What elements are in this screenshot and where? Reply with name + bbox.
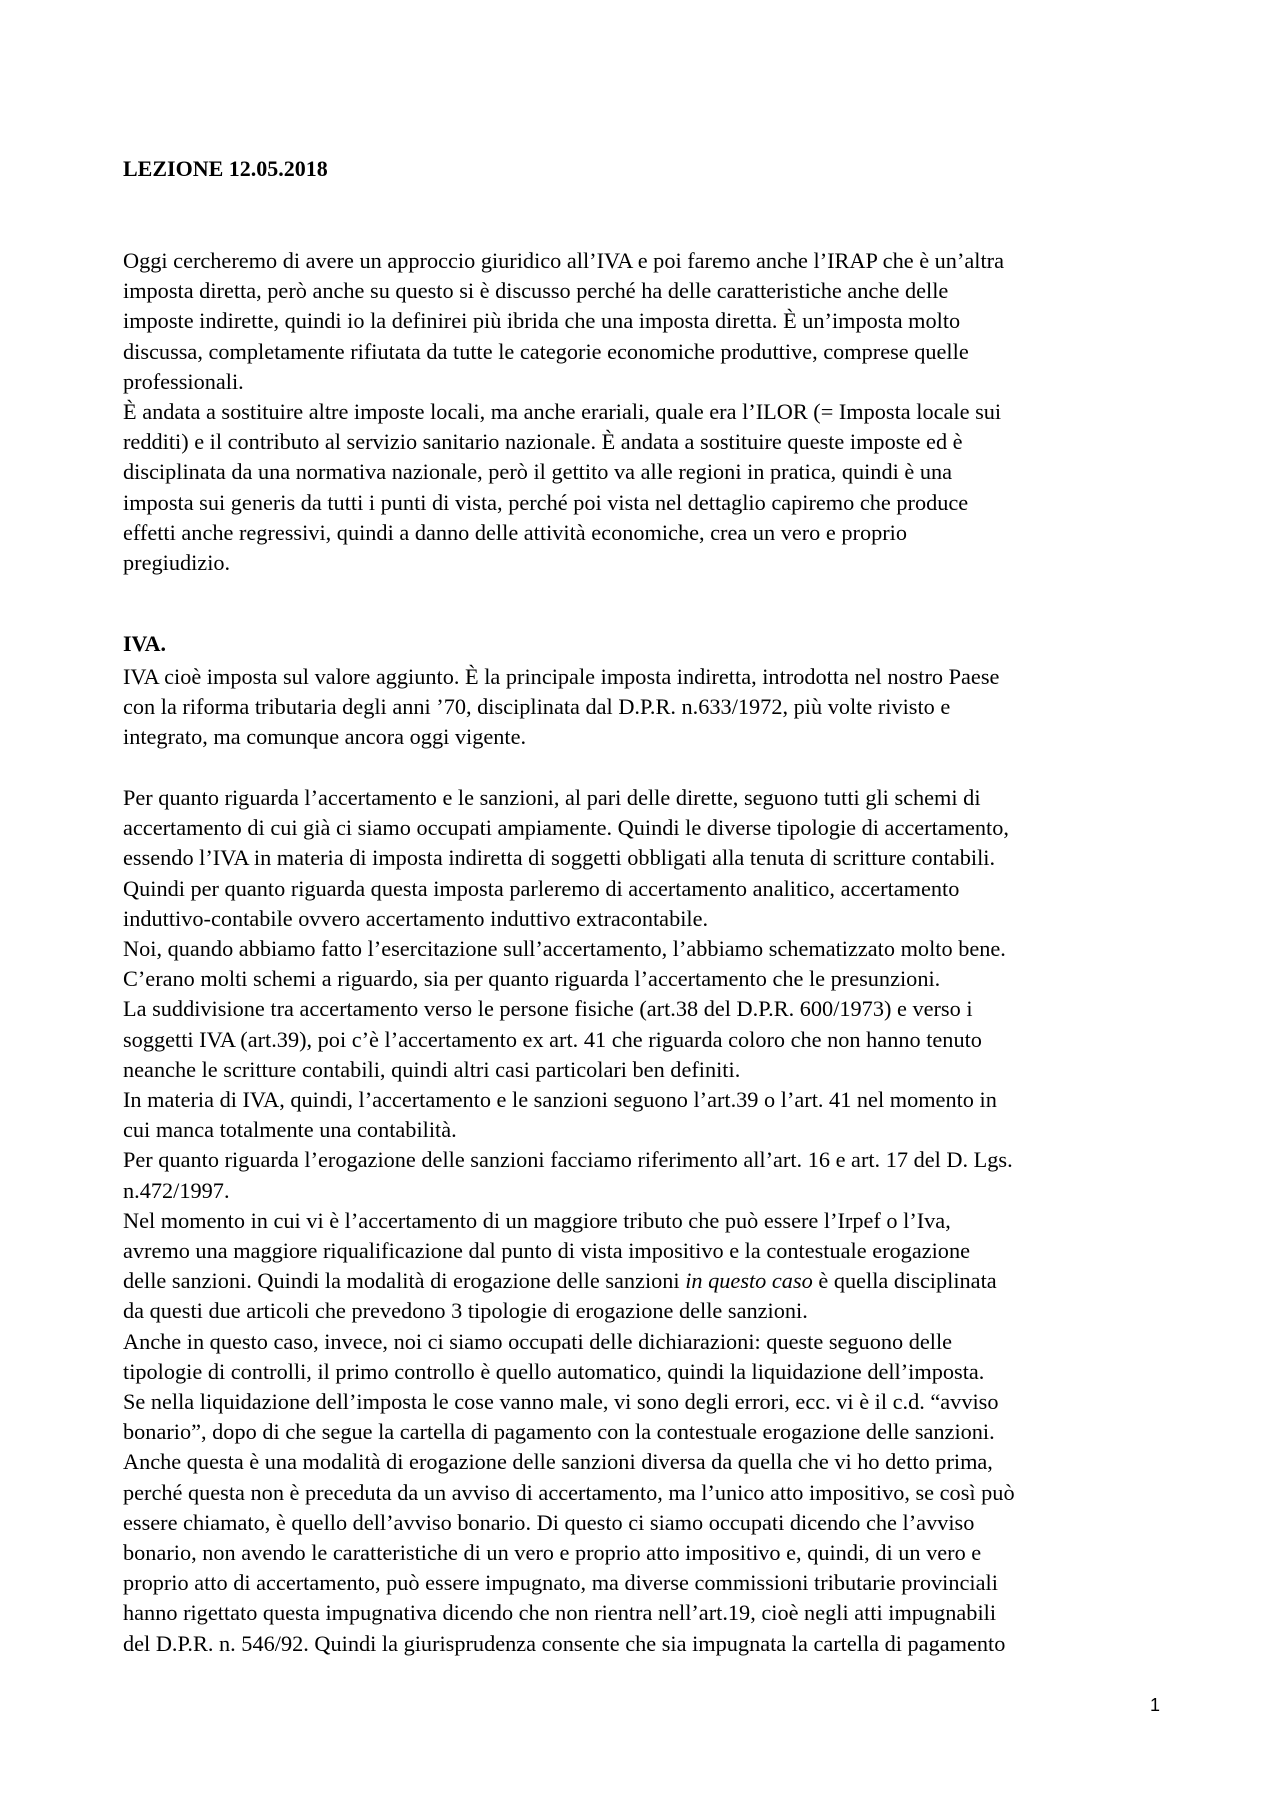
- text-line: tipologie di controlli, il primo controllo è quello automatico, quindi la liquidazione dell’imposta.: [123, 1358, 985, 1384]
- text-line: In materia di IVA, quindi, l’accertamento e le sanzioni seguono l’art.39 o l’art. 41 nel momento in: [123, 1087, 997, 1113]
- text-line: bonario”, dopo di che segue la cartella di pagamento con la contestuale erogazione delle sanzioni.: [123, 1419, 995, 1445]
- text-line: del D.P.R. n. 546/92. Quindi la giurisprudenza consente che sia impugnata la cartella di pagamento: [123, 1630, 1006, 1656]
- text-line: Se nella liquidazione dell’imposta le cose vanno male, vi sono degli errori, ecc. vi è il c.d. “avviso: [123, 1389, 999, 1415]
- text-line: Anche in questo caso, invece, noi ci siamo occupati delle dichiarazioni: queste seguono delle: [123, 1328, 953, 1354]
- text-segment: delle sanzioni. Quindi la modalità di erogazione delle sanzioni: [123, 1268, 686, 1294]
- text-line: Per quanto riguarda l’accertamento e le sanzioni, al pari delle dirette, seguono tutti gli schemi di: [123, 785, 981, 810]
- text-line: induttivo-contabile ovvero accertamento induttivo extracontabile.: [123, 905, 709, 931]
- text-line: Oggi cercheremo di avere un approccio giuridico all’IVA e poi faremo anche l’IRAP che è un’altra: [123, 248, 1004, 273]
- text-line: n.472/1997.: [123, 1177, 230, 1203]
- text-line: La suddivisione tra accertamento verso le persone fisiche (art.38 del D.P.R. 600/1973) e verso i: [123, 996, 973, 1022]
- text-line: bonario, non avendo le caratteristiche di un vero e proprio atto impositivo e, quindi, di un vero e: [123, 1540, 982, 1566]
- text-line: con la riforma tributaria degli anni ’70, disciplinata dal D.P.R. n.633/1972, più volte rivisto e: [123, 694, 951, 720]
- text-line: C’erano molti schemi a riguardo, sia per quanto riguarda l’accertamento che le presunzioni.: [123, 966, 941, 992]
- text-line-with-italic: [123, 1266, 1163, 1296]
- text-line: integrato, ma comunque ancora oggi vigente.: [123, 724, 527, 750]
- text-line: Quindi per quanto riguarda questa imposta parleremo di accertamento analitico, accertamento: [123, 875, 960, 901]
- page-number: 1: [1150, 1695, 1161, 1715]
- text-line: redditi) e il contributo al servizio sanitario nazionale. È andata a sostituire queste imposte ed è: [123, 429, 963, 455]
- text-line: essere chiamato, è quello dell’avviso bonario. Di questo ci siamo occupati dicendo che l’avviso: [123, 1509, 975, 1535]
- text-line: cui manca totalmente una contabilità.: [123, 1117, 457, 1143]
- text-line: Noi, quando abbiamo fatto l’esercitazione sull’accertamento, l’abbiamo schematizzato molto bene.: [123, 936, 1006, 962]
- section-heading-iva: IVA.: [123, 631, 167, 656]
- text-line: Per quanto riguarda l’erogazione delle sanzioni facciamo riferimento all’art. 16 e art. 17 del D. Lgs.: [123, 1147, 1013, 1173]
- text-line: Nel momento in cui vi è l’accertamento di un maggiore tributo che può essere l’Irpef o l’Iva,: [123, 1207, 951, 1233]
- text-line: pregiudizio.: [123, 550, 231, 576]
- iva-paragraph-2: [123, 783, 1163, 1659]
- text-line: disciplinata da una normativa nazionale, però il gettito va alle regioni in pratica, quindi è una: [123, 459, 953, 485]
- text-segment: è quella disciplinata: [812, 1268, 997, 1294]
- text-line: imposta diretta, però anche su questo si è discusso perché ha delle caratteristiche anche delle: [123, 278, 949, 304]
- text-line: soggetti IVA (art.39), poi c’è l’accertamento ex art. 41 che riguarda coloro che non hanno tenuto: [123, 1026, 982, 1052]
- intro-paragraph: [123, 246, 1163, 578]
- text-line: avremo una maggiore riqualificazione dal punto di vista impositivo e la contestuale erogazione: [123, 1238, 970, 1264]
- text-line: neanche le scritture contabili, quindi altri casi particolari ben definiti.: [123, 1056, 741, 1082]
- text-line: discussa, completamente rifiutata da tutte le categorie economiche produttive, comprese quelle: [123, 338, 969, 364]
- text-line: essendo l’IVA in materia di imposta indiretta di soggetti obbligati alla tenuta di scritture contabili.: [123, 845, 996, 871]
- text-line: imposte indirette, quindi io la definirei più ibrida che una imposta diretta. È un’imposta molto: [123, 308, 961, 334]
- text-line: È andata a sostituire altre imposte locali, ma anche erariali, quale era l’ILOR (= Imposta locale sui: [123, 399, 1002, 425]
- text-line: professionali.: [123, 368, 244, 394]
- text-line: effetti anche regressivi, quindi a danno delle attività economiche, crea un vero e proprio: [123, 519, 908, 545]
- text-line: imposta sui generis da tutti i punti di vista, perché poi vista nel dettaglio capiremo che produce: [123, 489, 969, 515]
- iva-paragraph-1: [123, 662, 1163, 753]
- text-line: accertamento di cui già ci siamo occupati ampiamente. Quindi le diverse tipologie di accertamento,: [123, 815, 1009, 841]
- text-line: proprio atto di accertamento, può essere impugnato, ma diverse commissioni tributarie provinciali: [123, 1570, 998, 1596]
- text-line: Anche questa è una modalità di erogazione delle sanzioni diversa da quella che vi ho detto prima,: [123, 1449, 993, 1475]
- lecture-title: LEZIONE 12.05.2018: [123, 156, 328, 181]
- italic-phrase: in questo caso: [685, 1268, 813, 1294]
- text-line: da questi due articoli che prevedono 3 tipologie di erogazione delle sanzioni.: [123, 1298, 808, 1324]
- text-line: IVA cioè imposta sul valore aggiunto. È la principale imposta indiretta, introdotta nel nostro Paese: [123, 664, 1000, 689]
- text-line: hanno rigettato questa impugnativa dicendo che non rientra nell’art.19, cioè negli atti impugnabili: [123, 1600, 997, 1626]
- text-line: perché questa non è preceduta da un avviso di accertamento, ma l’unico atto impositivo, se così può: [123, 1479, 1015, 1505]
